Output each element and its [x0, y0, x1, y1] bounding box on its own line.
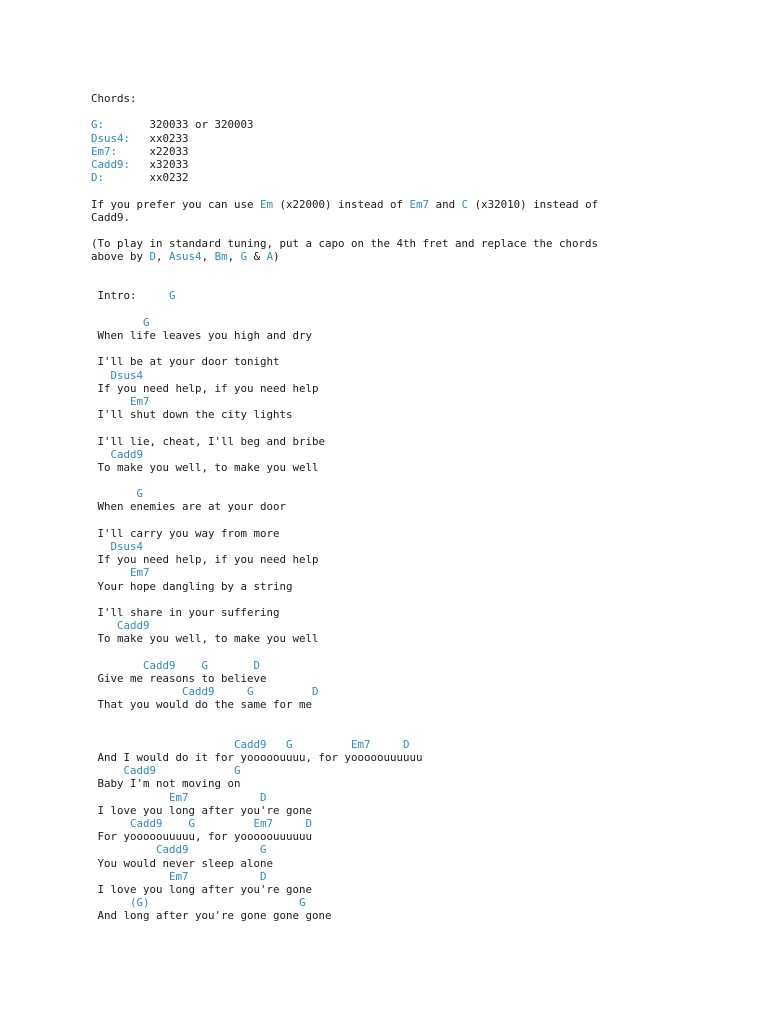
chord-fingering: 320033 or 320003: [149, 118, 254, 132]
lyric-line: And I would do it for yooooouuuu, for yooooouuuuuu: [91, 751, 423, 764]
lyric-line: To make you well, to make you well: [91, 460, 319, 474]
lyric-line: I love you long after you're gone: [91, 803, 313, 817]
alt-chords-note: If you prefer you can use Em (x22000) instead of Em7 and C (x32010) instead of: [91, 197, 599, 211]
chord-def-g: [91, 118, 751, 131]
lyric-line: If you need help, if you need help: [91, 381, 319, 395]
lyric-line: I'll be at your door tonight: [91, 355, 280, 369]
chord-line: Em7 D: [91, 869, 267, 883]
chord-name: D:: [91, 171, 105, 185]
chord-line: Em7: [91, 394, 150, 408]
intro-line: [91, 289, 751, 302]
chord-fingering: xx0232: [149, 171, 189, 185]
lyric-line: Give me reasons to believe: [91, 671, 267, 685]
chord-line: Cadd9: [91, 447, 144, 461]
blank-line: [91, 725, 751, 738]
chord-line: Dsus4: [91, 540, 144, 553]
lyric-line: Your hope dangling by a string: [91, 579, 293, 593]
chord-d: D: [149, 250, 157, 264]
chord-em7: Em7: [409, 197, 430, 211]
song-body: [91, 316, 751, 923]
chord-sheet: [91, 92, 751, 922]
intro-chord: G: [169, 289, 176, 303]
lyric-line: When enemies are at your door: [91, 500, 287, 514]
chord-name: G:: [91, 118, 105, 132]
chord-line: Cadd9 G: [91, 843, 267, 857]
lyric-line: If you need help, if you need help: [91, 553, 319, 567]
chord-name: Em7:: [91, 144, 118, 158]
lyric-line: I'll shut down the city lights: [91, 408, 293, 422]
chord-fingering: x32033: [149, 157, 189, 171]
lyric-line: I'll lie, cheat, I'll beg and bribe: [91, 434, 326, 448]
blank-line: [91, 593, 751, 606]
lyric-line: You would never sleep alone: [91, 856, 274, 870]
chord-c: C: [461, 197, 469, 211]
blank-line: [91, 646, 751, 659]
intro-section: [91, 289, 751, 315]
chords-title: Chords:: [91, 92, 137, 105]
chord-line: Cadd9 G D: [91, 685, 319, 699]
lyric-line: Baby I'm not moving on: [91, 777, 241, 791]
lyric-line: I'll share in your suffering: [91, 605, 280, 619]
lyric-line: When life leaves you high and dry: [91, 329, 313, 342]
chord-line: (G) G: [91, 896, 306, 910]
lyric-line: For yooooouuuuu, for yooooouuuuuu: [91, 830, 313, 844]
blank-line: [91, 514, 751, 527]
chord-line: Cadd9 G: [91, 764, 241, 778]
alt-chords-note-line2: Cadd9.: [91, 210, 131, 224]
chord-fingering: xx0233: [149, 131, 189, 145]
chord-line: Cadd9 G Em7 D: [91, 816, 313, 830]
chord-line: Em7 D: [91, 790, 267, 804]
blank-line: [91, 421, 751, 434]
lyric-line: I love you long after you're gone: [91, 882, 313, 896]
chord-line: Cadd9 G Em7 D: [91, 737, 410, 751]
lyric-line: And long after you're gone gone gone: [91, 909, 332, 923]
chord-line: G: [91, 487, 144, 501]
chord-line: Cadd9 G D: [91, 658, 261, 672]
chord-g: G: [240, 250, 248, 264]
chord-line: G: [91, 315, 150, 329]
chord-name: Cadd9:: [91, 157, 131, 171]
standard-tuning-note-line2: above by D, Asus4, Bm, G & A): [91, 250, 280, 264]
standard-tuning-note: (To play in standard tuning, put a capo on the 4th fret and replace the chords: [91, 237, 599, 251]
lyric-line: To make you well, to make you well: [91, 632, 319, 646]
chord-fingering: x22033: [149, 144, 189, 158]
lyric-line: That you would do the same for me: [91, 698, 313, 712]
chord-name: Dsus4:: [91, 131, 131, 145]
blank-line: [91, 711, 751, 724]
chords-header: [91, 92, 751, 263]
chord-em: Em: [260, 197, 274, 211]
blank-line: [91, 342, 751, 355]
chord-bm: Bm: [214, 250, 228, 264]
chord-line: Cadd9: [91, 619, 150, 633]
chord-line: Em7: [91, 566, 150, 580]
intro-label: Intro:: [91, 289, 170, 303]
blank-line: [91, 474, 751, 487]
chord-def-em7: [91, 145, 751, 158]
chord-asus4: Asus4: [169, 250, 202, 264]
chord-def-cadd9: [91, 158, 751, 171]
lyric-line: I'll carry you way from more: [91, 526, 280, 540]
chord-line: Dsus4: [91, 368, 144, 382]
chord-def-d: [91, 171, 751, 184]
chord-a: A: [266, 250, 274, 264]
chord-def-dsus4: [91, 132, 751, 145]
